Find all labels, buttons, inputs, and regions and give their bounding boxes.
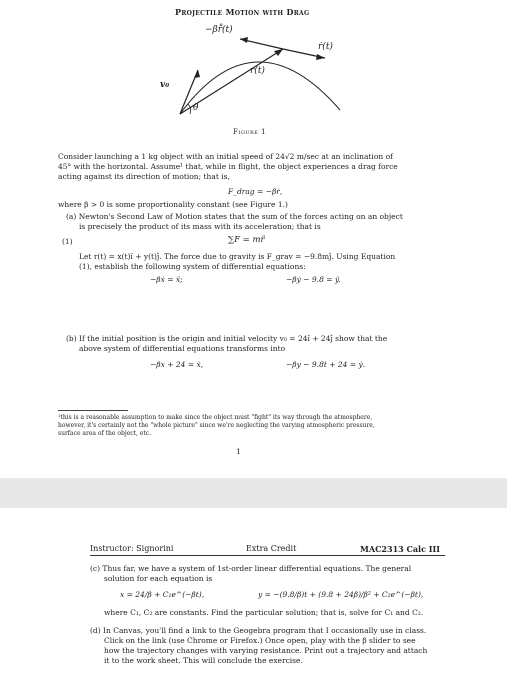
system-a-right: −βẏ − 9.8 = ÿ.: [286, 275, 341, 284]
header-rule: [90, 555, 445, 556]
footnote-line-1: ¹this is a reasonable assumption to make since the object must "fight" its way through the atmosphere,: [58, 414, 373, 421]
page-title: Projectile Motion with Drag: [175, 7, 310, 17]
position-arrowhead: [274, 49, 283, 56]
solution-x: x = 24/β + C₁e^(−βt),: [120, 590, 205, 599]
part-c-line-3: where C₁, C₂ are constants. Find the particular solution; that is, solve for C₁ and C₂.: [104, 608, 424, 617]
system-a-left: −βẋ = ẍ;: [150, 275, 183, 284]
page-two: [0, 508, 507, 700]
theta-label: θ: [193, 103, 199, 113]
let-line-1: Let r(t) = x(t)î + y(t)ĵ. The force due to gravity is F_grav = −9.8mĵ. Using Equation: [79, 252, 396, 261]
newton-equation: ∑F = mr̈: [228, 235, 265, 245]
page-gap: [0, 478, 507, 508]
footnote-rule: [58, 410, 128, 411]
part-c-line-2: solution for each equation is: [104, 574, 213, 583]
header-extra-credit: Extra Credit: [246, 544, 297, 553]
part-d-line-4: it to the work sheet. This will conclude the exercise.: [104, 656, 303, 665]
figure-caption: Figure 1: [233, 128, 267, 136]
equation-number: (1): [62, 237, 73, 246]
page-number: 1: [236, 447, 241, 456]
intro-line-3: acting against its direction of motion; that is,: [58, 172, 230, 181]
drag-label: −βr̊(t): [205, 25, 233, 35]
part-a-line-2: is precisely the product of its mass with its acceleration; that is: [79, 222, 321, 231]
v0-label: v₀: [160, 80, 170, 90]
part-d-line-1: (d) In Canvas, you'll find a link to the Geogebra program that I occasionally use in class.: [90, 626, 427, 635]
part-c-line-1: (c) Thus far, we have a system of 1st-order linear differential equations. The general: [90, 564, 412, 573]
system-b-left: −βx + 24 = ẋ,: [150, 360, 204, 369]
intro-line-1: Consider launching a 1 kg object with an initial speed of 24√2 m/sec at an inclination of: [58, 152, 393, 161]
part-b-line-2: above system of differential equations transforms into: [79, 344, 286, 353]
tangent-arrowhead: [316, 54, 325, 60]
where-line: where β > 0 is some proportionality constant (see Figure 1.): [58, 200, 288, 209]
drag-equation: F_drag = −βṙ,: [228, 187, 283, 196]
drag-arrowhead: [240, 37, 248, 43]
part-d-line-3: how the trajectory changes with varying resistance. Print out a trajectory and attach: [104, 646, 428, 655]
rdot-label: ṙ(t): [318, 42, 333, 52]
part-a-line-1: (a) Newton's Second Law of Motion states that the sum of the forces acting on an object: [66, 212, 403, 221]
let-line-2: (1), establish the following system of differential equations:: [79, 262, 306, 271]
intro-line-2: 45° with the horizontal. Assume¹ that, while in flight, the object experiences a drag force: [58, 162, 398, 171]
footnote-line-3: surface area of the object, etc.: [58, 430, 152, 437]
part-d-line-2: Click on the link (use Chrome or Firefox.) Once open, play with the β slider to see: [104, 636, 416, 645]
footnote-line-2: however, it's certainly not the "whole picture" since we're neglecting the varying atmospheric pressure,: [58, 422, 375, 429]
header-course: MAC2313 Calc III: [360, 544, 440, 554]
solution-y: y = −(9.8/β)t + (9.8 + 24β)/β² + C₂e^(−βt),: [258, 590, 424, 599]
part-b-line-1: (b) If the initial position is the origin and initial velocity v₀ = 24î + 24ĵ show that the: [66, 334, 388, 343]
header-instructor: Instructor: Signorini: [90, 544, 174, 553]
r-label: r(t): [250, 66, 265, 76]
system-b-right: −βy − 9.8t + 24 = ẏ.: [286, 360, 366, 369]
